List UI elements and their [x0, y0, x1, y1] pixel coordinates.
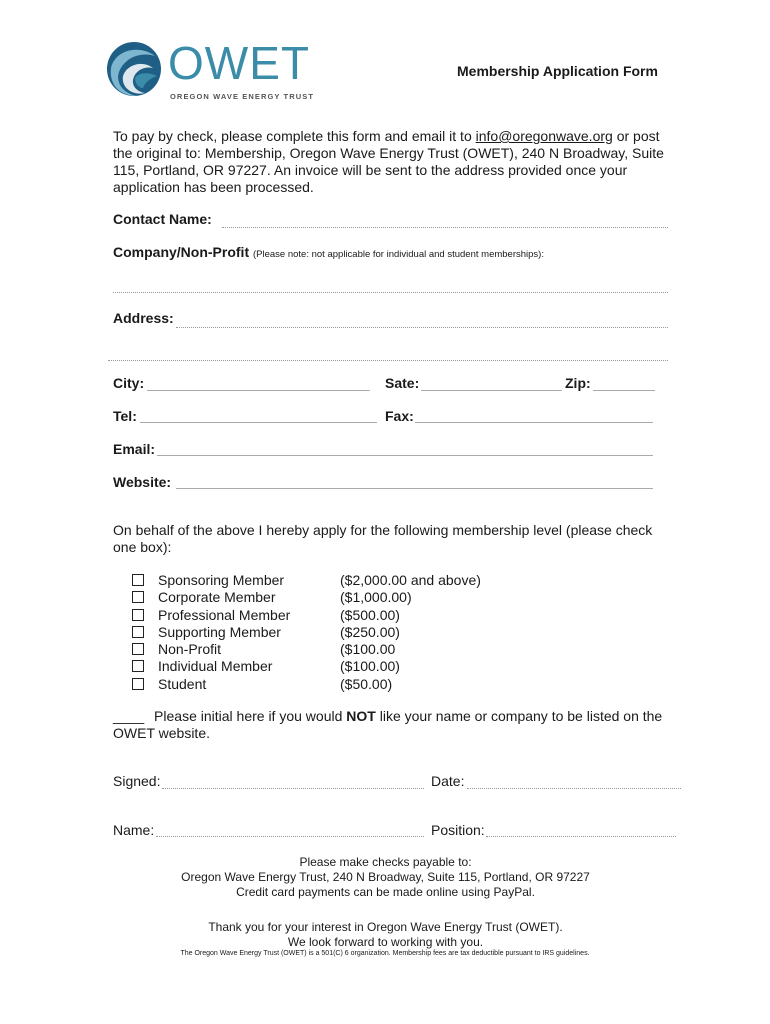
membership-prompt: On behalf of the above I hereby apply for the following membership level (please check one box):: [113, 522, 653, 555]
initial-text-2: like your name or company to be listed on the OWET website.: [113, 708, 663, 741]
contact-name-label: Contact Name:: [113, 211, 212, 227]
payment-info: [113, 855, 658, 900]
signed-label: Signed:: [113, 773, 161, 789]
membership-level-name: Student: [158, 675, 207, 692]
checkbox[interactable]: [132, 574, 144, 586]
initial-emphasis: NOT: [346, 708, 376, 724]
state-label: Sate:: [385, 375, 420, 391]
membership-level-price: ($100.00): [340, 658, 400, 675]
name-label: Name:: [113, 822, 155, 838]
email-label: Email:: [113, 441, 156, 457]
company-field[interactable]: [113, 292, 668, 293]
date-field[interactable]: [467, 788, 681, 789]
company-note: (Please note: not applicable for individual and student memberships):: [253, 249, 544, 260]
fine-print: The Oregon Wave Energy Trust (OWET) is a 501(C) 6 organization. Membership fees are tax deductible pursuant to IRS guidelines.: [180, 950, 590, 957]
zip-label: Zip:: [565, 375, 591, 391]
membership-level-price: ($100.00: [340, 641, 396, 658]
membership-level-price: ($500.00): [340, 606, 400, 623]
checkbox[interactable]: [132, 660, 144, 672]
checkbox[interactable]: [132, 609, 144, 621]
payment-line-3: Credit card payments can be made online using PayPal.: [236, 885, 535, 899]
company-label: [113, 244, 544, 260]
thanks-line-1: Thank you for your interest in Oregon Wave Energy Trust (OWET).: [208, 920, 563, 934]
email-link[interactable]: info@oregonwave.org: [475, 128, 613, 144]
tel-field[interactable]: [140, 422, 377, 423]
payment-line-2: Oregon Wave Energy Trust, 240 N Broadway, Suite 115, Portland, OR 97227: [181, 870, 590, 884]
company-label-text: Company/Non-Profit: [113, 244, 250, 260]
thanks-line-2: We look forward to working with you.: [287, 935, 484, 949]
membership-level-name: Sponsoring Member: [158, 572, 285, 588]
owet-logo-icon: [105, 38, 163, 100]
contact-name-field[interactable]: [222, 227, 668, 228]
state-field[interactable]: [421, 390, 562, 391]
intro-text-2: or post the original to: Membership, Oregon Wave Energy Trust (OWET), 240 N Broadway, Suite 115, Portland, OR 97227. An invoice will be sent to the address provided once your application has been processed.: [113, 128, 664, 195]
date-label: Date:: [431, 773, 465, 789]
membership-level-name: Professional Member: [158, 606, 291, 623]
fax-label: Fax:: [385, 408, 414, 424]
membership-level-price: ($250.00): [340, 623, 400, 640]
membership-level-price: ($2,000.00 and above): [340, 572, 481, 588]
website-field[interactable]: [176, 488, 653, 489]
checkbox[interactable]: [132, 591, 144, 603]
email-field[interactable]: [157, 455, 653, 456]
address-label: Address:: [113, 310, 174, 326]
name-field[interactable]: [156, 836, 424, 837]
payment-line-1: Please make checks payable to:: [299, 855, 472, 869]
membership-level-price: ($1,000.00): [340, 589, 412, 606]
address-field-2[interactable]: [108, 360, 668, 361]
logo-subtitle: OREGON WAVE ENERGY TRUST: [170, 92, 315, 101]
address-field-1[interactable]: [176, 327, 668, 328]
intro-text-1: To pay by check, please complete this form and email it to: [113, 128, 476, 144]
membership-level-name: Non-Profit: [158, 641, 222, 658]
membership-level-name: Individual Member: [158, 658, 273, 675]
position-label: Position:: [431, 822, 485, 838]
intro-paragraph: [113, 128, 673, 196]
fax-field[interactable]: [415, 422, 653, 423]
signed-field[interactable]: [162, 788, 424, 789]
thanks-block: [113, 920, 658, 950]
logo-wordmark: OWET: [168, 37, 310, 89]
city-label: City:: [113, 375, 145, 391]
tel-label: Tel:: [113, 408, 137, 424]
membership-level-name: Supporting Member: [158, 623, 281, 640]
checkbox[interactable]: [132, 678, 144, 690]
initial-blank[interactable]: ____: [113, 708, 145, 724]
checkbox[interactable]: [132, 626, 144, 638]
checkbox[interactable]: [132, 643, 144, 655]
zip-field[interactable]: [593, 390, 655, 391]
form-title: Membership Application Form: [457, 63, 658, 79]
website-label: Website:: [113, 474, 172, 490]
initial-text-1: Please initial here if you would: [154, 708, 347, 724]
position-field[interactable]: [486, 836, 676, 837]
membership-level-name: Corporate Member: [158, 589, 276, 606]
initial-statement: [113, 708, 673, 742]
membership-level-price: ($50.00): [340, 675, 393, 692]
city-field[interactable]: [147, 390, 370, 391]
